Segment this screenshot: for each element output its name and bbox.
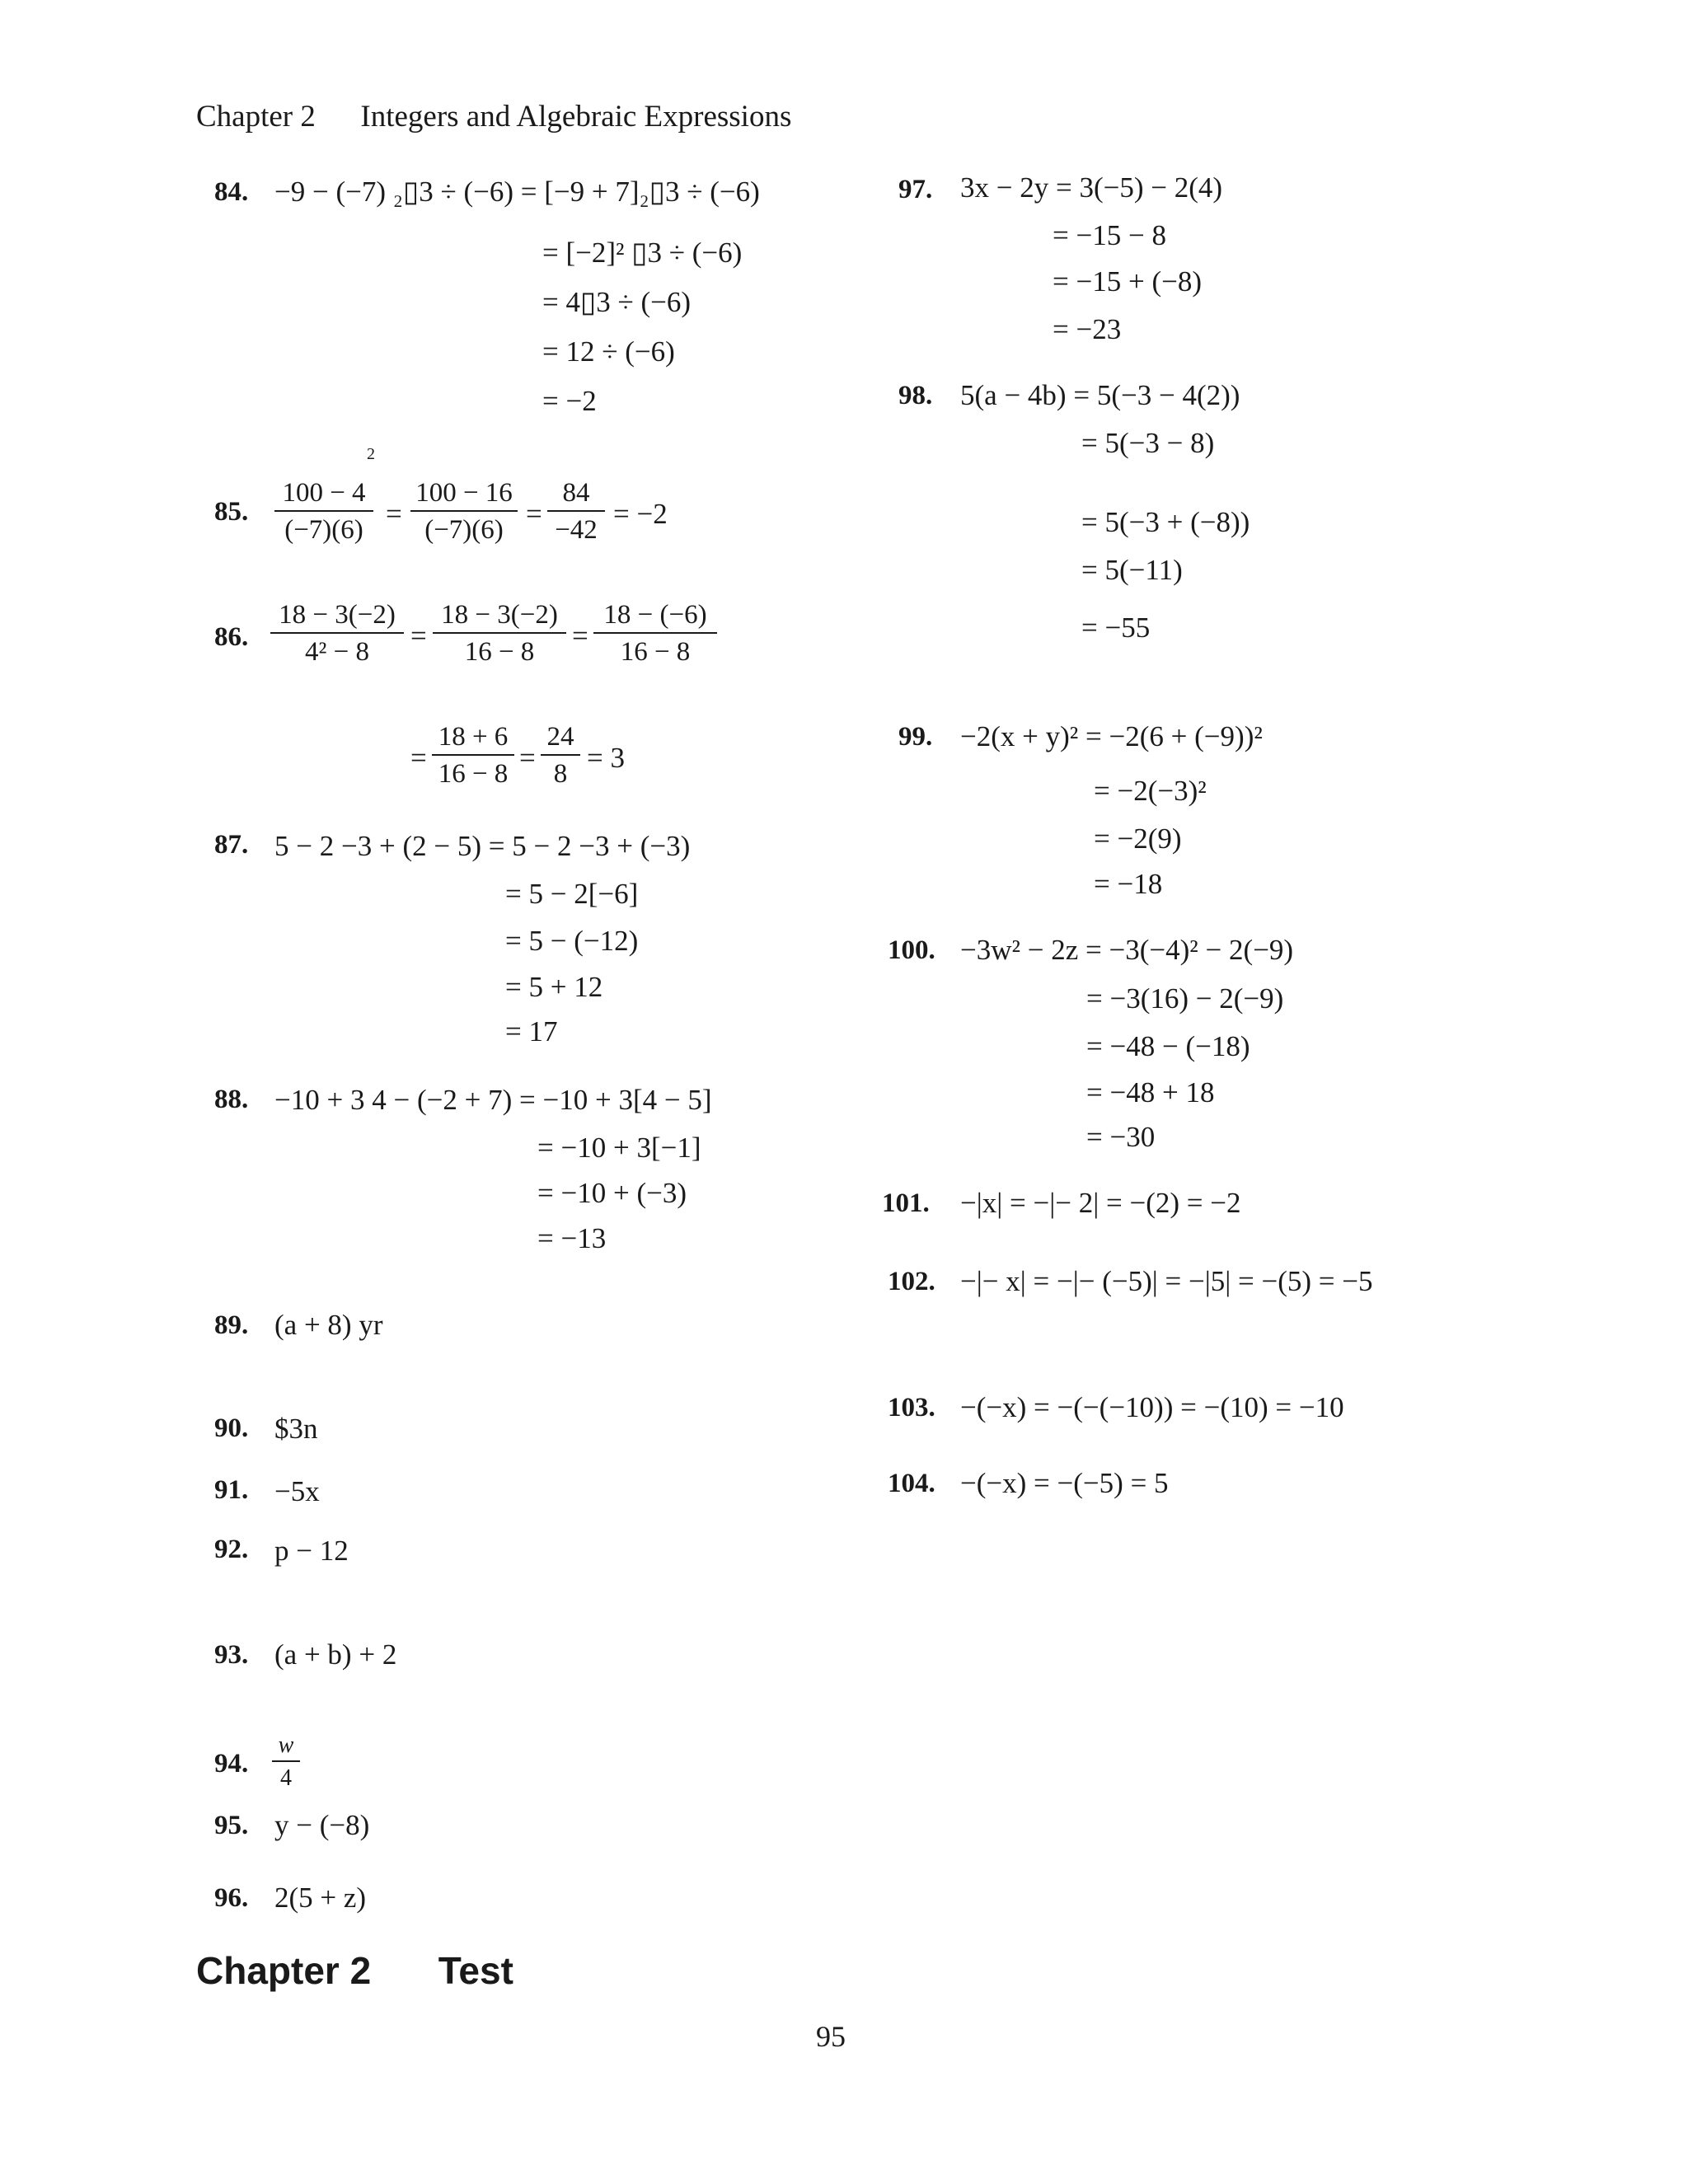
section-heading — [196, 1948, 513, 1993]
equals-sign: = — [572, 620, 588, 652]
equation-line: −10 + 3 4 − (−2 + 7) = −10 + 3[4 − 5] — [274, 1084, 712, 1116]
problem-number: 103. — [888, 1393, 935, 1422]
equals-sign: = — [386, 498, 402, 530]
equation-line: = −10 + 3[−1] — [537, 1132, 701, 1164]
equation-line: = 5 − 2[−6] — [505, 878, 639, 910]
running-header — [196, 99, 791, 134]
fraction — [547, 478, 605, 546]
answer-expression: p − 12 — [274, 1535, 349, 1567]
equation-line: = −30 — [1086, 1121, 1156, 1153]
equation-line: = 5(−3 − 8) — [1081, 427, 1215, 459]
equals-sign: = — [526, 498, 542, 530]
header-chapter: Chapter 2 — [196, 100, 316, 134]
equation-line: = −15 + (−8) — [1053, 265, 1203, 298]
equation-line: = −48 − (−18) — [1086, 1030, 1250, 1062]
denominator: 4² − 8 — [304, 637, 369, 667]
problem-number: 99. — [898, 722, 933, 752]
equation-line: = 17 — [505, 1015, 558, 1047]
denominator: 16 − 8 — [438, 759, 509, 789]
equation-line: 5(a − 4b) = 5(−3 − 4(2)) — [960, 379, 1240, 411]
equation-line: −9 − (−7) ₂▯3 ÷ (−6) = [−9 + 7]₂▯3 ÷ (−6) — [274, 176, 760, 208]
problem-number: 90. — [214, 1413, 249, 1443]
answer-expression: (a + b) + 2 — [274, 1638, 397, 1671]
answer-expression: −|x| = −|− 2| = −(2) = −2 — [960, 1187, 1241, 1219]
fraction — [433, 600, 566, 668]
problem-number: 93. — [214, 1640, 249, 1670]
problem-number: 87. — [214, 830, 249, 860]
equation-line: = −18 — [1094, 868, 1163, 900]
equation-line: = 5(−3 + (−8)) — [1081, 506, 1250, 538]
problem-number: 95. — [214, 1811, 249, 1840]
equals-sign: = — [410, 742, 427, 774]
denominator: (−7)(6) — [424, 515, 504, 545]
numerator: 24 — [541, 722, 580, 756]
equation-line: = −2 — [542, 385, 597, 417]
answer-expression: y − (−8) — [274, 1809, 370, 1841]
numerator: 84 — [547, 478, 605, 512]
denominator: 4 — [280, 1765, 292, 1791]
equation-line: 3x − 2y = 3(−5) − 2(4) — [960, 171, 1223, 204]
header-title: Integers and Algebraic Expressions — [360, 100, 792, 134]
equation-line: = 5 + 12 — [505, 971, 603, 1003]
problem-number: 89. — [214, 1310, 249, 1340]
problem-number: 97. — [898, 175, 933, 204]
denominator: 8 — [553, 759, 568, 789]
equation-line: = −10 + (−3) — [537, 1177, 687, 1209]
problem-number: 84. — [214, 177, 249, 207]
equation-line: = −55 — [1081, 612, 1151, 644]
problem-number: 100. — [888, 935, 935, 965]
equation-line: = [−2]² ▯3 ÷ (−6) — [542, 237, 743, 269]
section-heading-test: Test — [438, 1949, 513, 1992]
problem-number: 98. — [898, 381, 933, 410]
stray-exponent: 2 — [367, 445, 375, 463]
equation-line: = −3(16) − 2(−9) — [1086, 982, 1284, 1015]
equation-line: −3w² − 2z = −3(−4)² − 2(−9) — [960, 934, 1294, 966]
fraction — [274, 478, 373, 546]
problem-number: 92. — [214, 1535, 249, 1564]
answer-expression: −(−x) = −(−5) = 5 — [960, 1467, 1169, 1499]
answer-expression: (a + 8) yr — [274, 1309, 383, 1341]
equation-line: = −48 + 18 — [1086, 1076, 1215, 1108]
denominator: (−7)(6) — [284, 515, 363, 545]
denominator: −42 — [555, 515, 598, 545]
fraction — [593, 600, 717, 668]
page-number: 95 — [816, 2020, 846, 2053]
answer-expression: −(−x) = −(−(−10)) = −(10) = −10 — [960, 1391, 1344, 1423]
equation-line: = 5(−11) — [1081, 554, 1183, 586]
equals-sign: = — [519, 742, 536, 774]
answer-expression: −|− x| = −|− (−5)| = −|5| = −(5) = −5 — [960, 1265, 1373, 1297]
equation-line: = −2(−3)² — [1094, 775, 1207, 807]
numerator: 18 − 3(−2) — [433, 600, 566, 634]
problem-number: 96. — [214, 1883, 249, 1913]
numerator: 100 − 4 — [274, 478, 373, 512]
numerator: 18 + 6 — [432, 722, 514, 756]
equation-line: = 5 − (−12) — [505, 925, 639, 957]
equation-line: = −23 — [1053, 313, 1122, 345]
denominator: 16 − 8 — [464, 637, 535, 667]
equation-line: 5 − 2 −3 + (2 − 5) = 5 − 2 −3 + (−3) — [274, 830, 691, 862]
problem-number: 88. — [214, 1085, 249, 1114]
problem-number: 102. — [888, 1267, 935, 1296]
equation-line: = −15 − 8 — [1053, 219, 1166, 251]
fraction — [270, 600, 404, 668]
answer-expression: −5x — [274, 1475, 320, 1507]
problem-number: 101. — [882, 1188, 930, 1218]
problem-number: 91. — [214, 1475, 249, 1505]
fraction — [541, 722, 580, 790]
equation-line: = 4▯3 ÷ (−6) — [542, 286, 692, 318]
numerator: w — [272, 1732, 300, 1762]
equation-line: = −13 — [537, 1222, 607, 1254]
equation-line: −2(x + y)² = −2(6 + (−9))² — [960, 720, 1263, 752]
fraction — [410, 478, 518, 546]
numerator: 18 − (−6) — [593, 600, 717, 634]
answer-expression: 2(5 + z) — [274, 1882, 367, 1914]
problem-number: 85. — [214, 497, 249, 527]
equation-line: = −2(9) — [1094, 823, 1182, 855]
numerator: 18 − 3(−2) — [270, 600, 404, 634]
problem-number: 94. — [214, 1749, 249, 1779]
equation-tail: = −2 — [613, 498, 668, 530]
fraction — [432, 722, 514, 790]
problem-number: 86. — [214, 622, 249, 652]
problem-number: 104. — [888, 1469, 935, 1498]
fraction — [272, 1732, 300, 1792]
answer-expression: $3n — [274, 1413, 318, 1445]
equals-sign: = — [410, 620, 427, 652]
denominator: 16 − 8 — [620, 637, 691, 667]
equation-line: = 12 ÷ (−6) — [542, 335, 675, 368]
section-heading-chapter: Chapter 2 — [196, 1949, 372, 1992]
numerator: 100 − 16 — [410, 478, 518, 512]
equation-tail: = 3 — [587, 742, 625, 774]
